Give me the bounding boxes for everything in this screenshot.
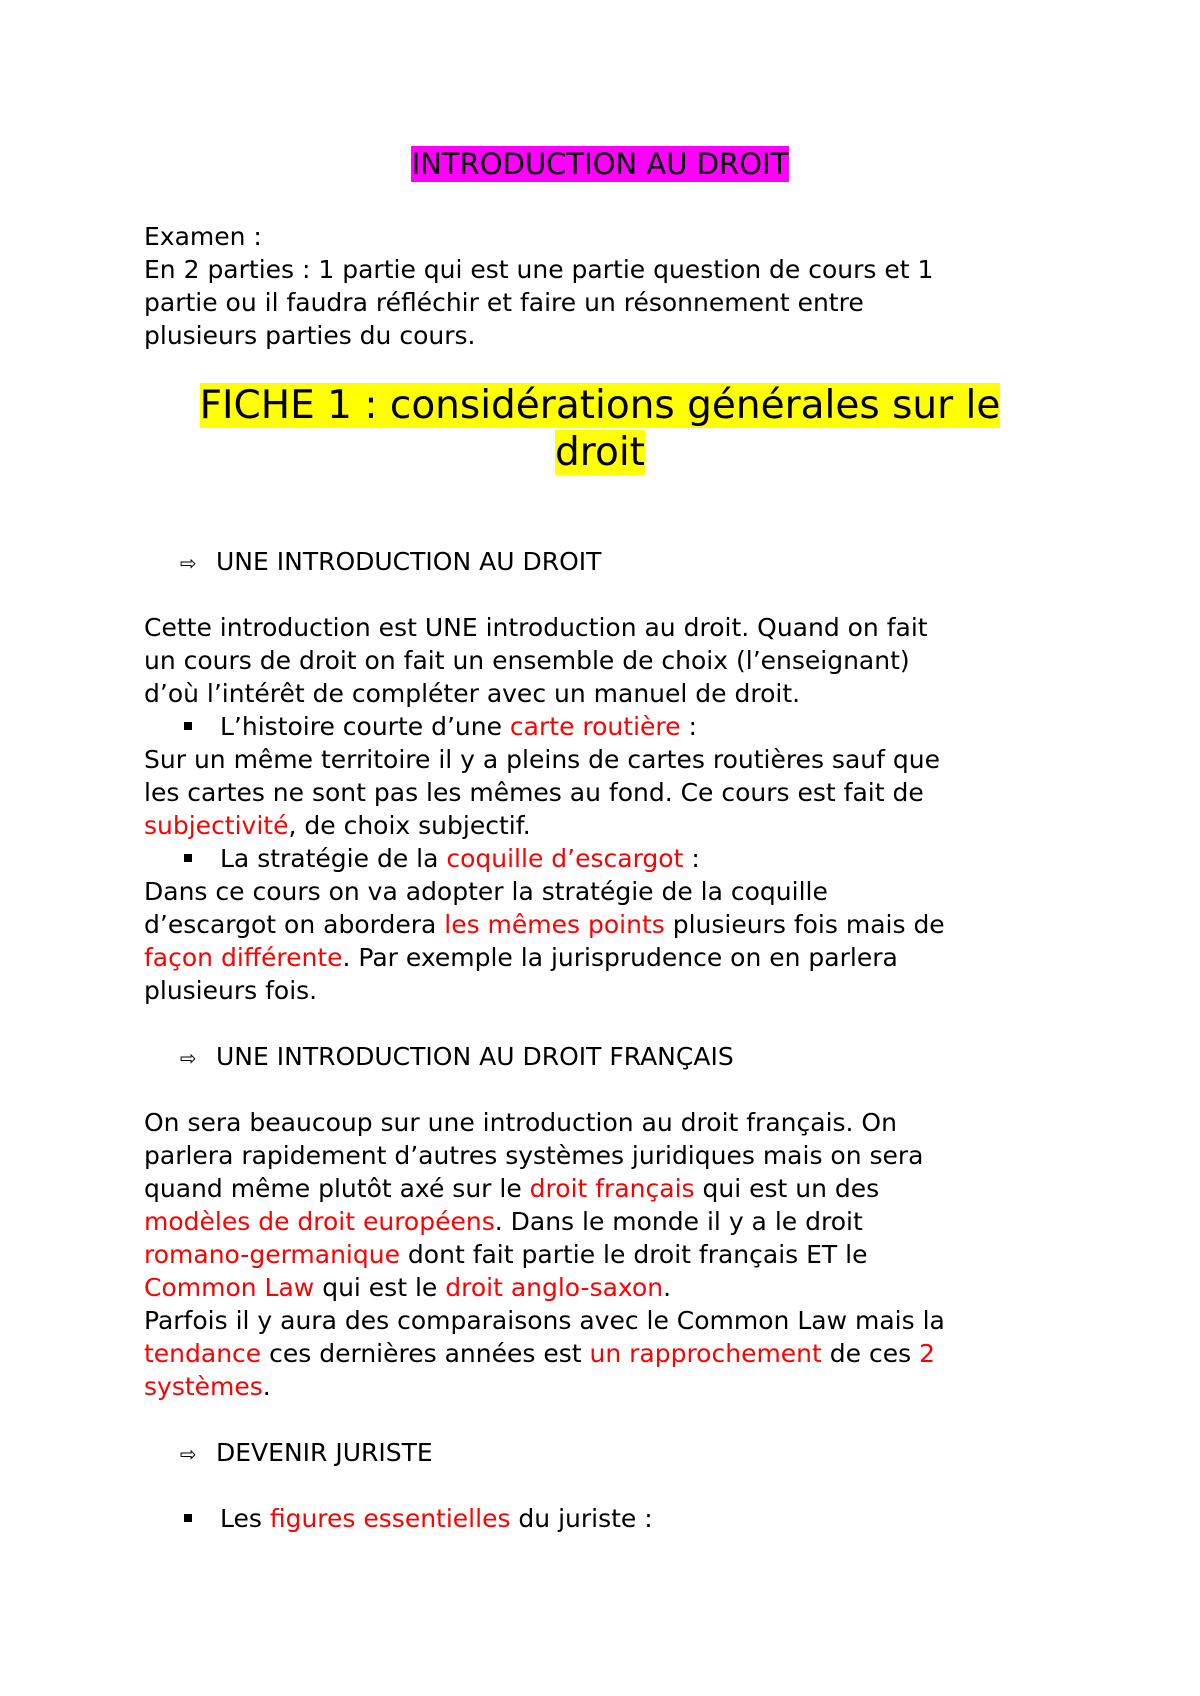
- paragraph-text: quand même plutôt axé sur le: [144, 1174, 530, 1203]
- highlight-term: droit français: [529, 1174, 695, 1203]
- paragraph-line: un cours de droit on fait un ensemble de choix (l’enseignant): [144, 646, 910, 675]
- paragraph-line: Sur un même territoire il y a pleins de cartes routières sauf que: [144, 745, 940, 774]
- bullet-text: Les: [220, 1504, 270, 1533]
- fiche-heading-line: droit: [555, 430, 645, 475]
- paragraph-text: . Par exemple la jurisprudence on en parlera: [342, 943, 898, 972]
- bullet-text: La stratégie de la: [220, 844, 447, 873]
- exam-line: Examen :: [144, 222, 262, 251]
- paragraph-text: .: [262, 1372, 271, 1401]
- section-2-body: [144, 1106, 1064, 1403]
- bullet-text: :: [683, 844, 700, 873]
- bullet-square-icon: [184, 854, 192, 862]
- paragraph-line: Parfois il y aura des comparaisons avec le Common Law mais la: [144, 1306, 945, 1335]
- paragraph-line: parlera rapidement d’autres systèmes juridiques mais on sera: [144, 1141, 924, 1170]
- section-heading-text: UNE INTRODUCTION AU DROIT: [216, 547, 602, 576]
- paragraph-line: [144, 1337, 1064, 1370]
- highlight-term: un rapprochement: [589, 1339, 822, 1368]
- paragraph-line: les cartes ne sont pas les mêmes au fond. Ce cours est fait de: [144, 778, 924, 807]
- paragraph-line: [144, 1370, 1064, 1403]
- exam-line: plusieurs parties du cours.: [144, 321, 476, 350]
- bullet-text: L’histoire courte d’une: [220, 712, 510, 741]
- highlight-term: les mêmes points: [444, 910, 665, 939]
- highlight-term: 2: [919, 1339, 935, 1368]
- document-title: INTRODUCTION AU DROIT: [411, 147, 789, 181]
- section-heading: [180, 545, 601, 580]
- exam-line: partie ou il faudra réfléchir et faire un résonnement entre: [144, 288, 864, 317]
- bullet-square-icon: [184, 1514, 192, 1522]
- paragraph-line: On sera beaucoup sur une introduction au droit français. On: [144, 1108, 897, 1137]
- paragraph-text: ces dernières années est: [261, 1339, 590, 1368]
- arrow-icon: ⇨: [180, 1046, 197, 1070]
- highlight-term: coquille d’escargot: [446, 844, 684, 873]
- paragraph-text: , de choix subjectif.: [288, 811, 531, 840]
- arrow-icon: ⇨: [180, 551, 197, 575]
- bullet-square-icon: [184, 722, 192, 730]
- highlight-term: tendance: [144, 1339, 262, 1368]
- paragraph-line: [144, 908, 1064, 941]
- paragraph-text: .: [663, 1273, 672, 1302]
- paragraph-line: [144, 1205, 1064, 1238]
- paragraph-text: dont fait partie le droit français ET le: [399, 1240, 868, 1269]
- section-3-body: [144, 1502, 1064, 1535]
- paragraph-line: plusieurs fois.: [144, 976, 318, 1005]
- highlight-term: figures essentielles: [269, 1504, 511, 1533]
- highlight-term: façon différente: [144, 943, 343, 972]
- paragraph-text: . Dans le monde il y a le droit: [494, 1207, 863, 1236]
- bullet-text: :: [680, 712, 697, 741]
- paragraph-line: [144, 1238, 1064, 1271]
- exam-line: En 2 parties : 1 partie qui est une partie question de cours et 1: [144, 255, 934, 284]
- paragraph-text: plusieurs fois mais de: [664, 910, 945, 939]
- bullet-item: [144, 1502, 1064, 1535]
- section-heading-text: UNE INTRODUCTION AU DROIT FRANÇAIS: [216, 1042, 734, 1071]
- paragraph-line: d’où l’intérêt de compléter avec un manuel de droit.: [144, 679, 801, 708]
- highlight-term: modèles de droit européens: [144, 1207, 495, 1236]
- highlight-term: carte routière: [509, 712, 681, 741]
- title-container: [0, 146, 1200, 182]
- paragraph-line: Cette introduction est UNE introduction au droit. Quand on fait: [144, 613, 928, 642]
- paragraph-text: qui est le: [314, 1273, 446, 1302]
- paragraph-text: qui est un des: [694, 1174, 880, 1203]
- highlight-term: subjectivité: [144, 811, 289, 840]
- highlight-term: droit anglo-saxon: [445, 1273, 664, 1302]
- paragraph-line: Dans ce cours on va adopter la stratégie de la coquille: [144, 877, 828, 906]
- fiche-heading-line: FICHE 1 : considérations générales sur le: [199, 383, 1001, 428]
- paragraph-line: [144, 941, 1064, 974]
- highlight-term: systèmes: [144, 1372, 263, 1401]
- paragraph-text: de ces: [821, 1339, 920, 1368]
- fiche-heading: [0, 382, 1200, 476]
- paragraph-line: [144, 809, 1064, 842]
- bullet-item: [144, 710, 1064, 743]
- bullet-text: du juriste :: [510, 1504, 653, 1533]
- paragraph-line: [144, 1172, 1064, 1205]
- section-heading: [180, 1436, 433, 1471]
- section-1-body: [144, 611, 1064, 1007]
- section-heading: [180, 1040, 734, 1075]
- arrow-icon: ⇨: [180, 1442, 197, 1466]
- highlight-term: romano-germanique: [144, 1240, 400, 1269]
- section-heading-text: DEVENIR JURISTE: [216, 1438, 433, 1467]
- paragraph-line: [144, 1271, 1064, 1304]
- bullet-item: [144, 842, 1064, 875]
- highlight-term: Common Law: [144, 1273, 315, 1302]
- exam-block: [144, 220, 1064, 352]
- paragraph-text: d’escargot on abordera: [144, 910, 445, 939]
